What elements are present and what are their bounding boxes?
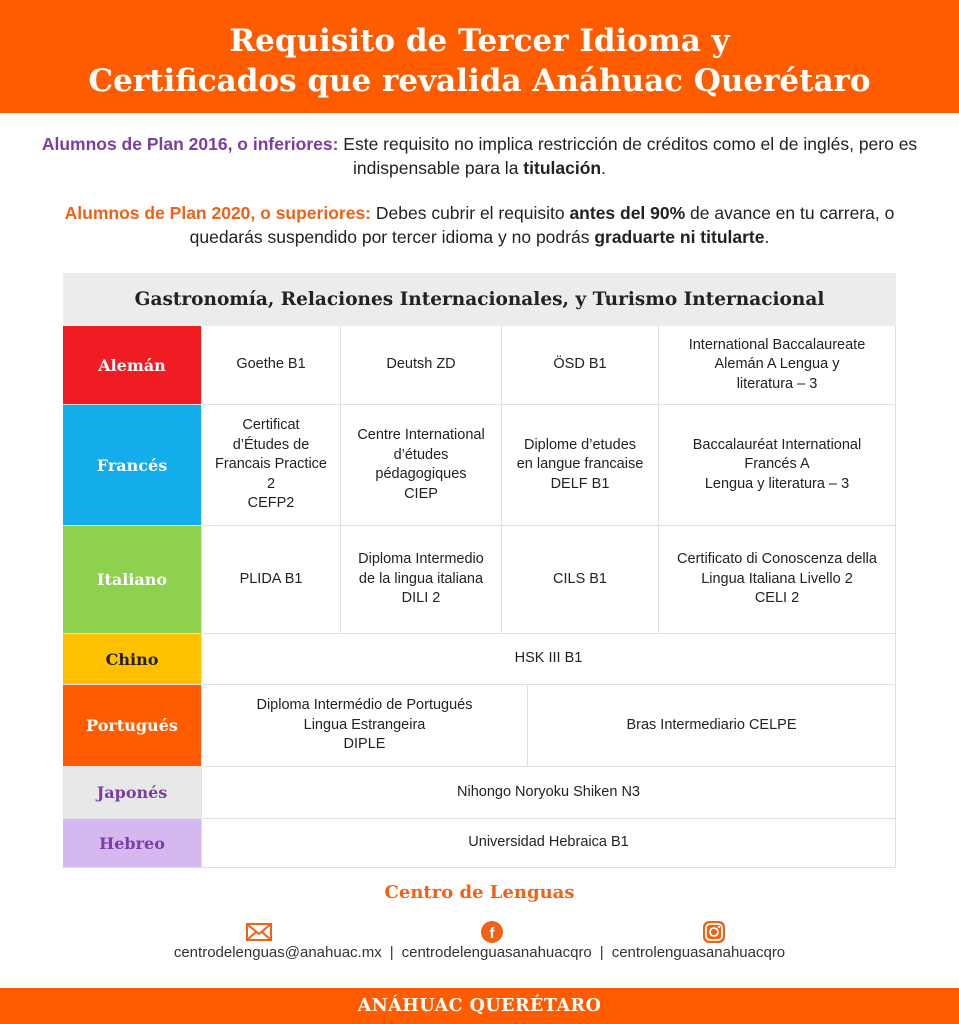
cert-text: Nihongo Noryoku Shiken N3 xyxy=(457,783,640,800)
language-label-italiano: Italiano xyxy=(63,526,201,633)
plan-2020-label: Alumnos de Plan 2020, o superiores: xyxy=(64,203,372,223)
cert-cell xyxy=(201,685,527,766)
cert-text: Universidad Hebraica B1 xyxy=(468,834,629,851)
intro-plan-2020 xyxy=(40,201,919,249)
table-row-portugues xyxy=(63,685,896,767)
cert-text: Certificat d’Études de Francais Practice 2 CEFP2 xyxy=(214,417,327,512)
facebook-link[interactable]: centrodelenguasanahuacqro xyxy=(401,944,592,961)
intro-plan-2016 xyxy=(40,132,919,180)
bottom-bar: ANÁHUAC QUERÉTARO xyxy=(0,988,959,1024)
table-title: Gastronomía, Relaciones Internacionales, y Turismo Internacional xyxy=(63,273,896,326)
cert-text: PLIDA B1 xyxy=(239,570,303,587)
cert-cell xyxy=(340,526,501,633)
svg-text:f: f xyxy=(489,925,495,942)
cert-cell xyxy=(501,526,658,633)
language-label-chino: Chino xyxy=(63,634,201,684)
email-link[interactable]: centrodelenguas@anahuac.mx xyxy=(173,944,382,961)
table-row-frances xyxy=(63,405,896,526)
header-banner xyxy=(0,0,959,113)
facebook-icon[interactable] xyxy=(478,920,506,944)
table-row-japones xyxy=(63,767,896,819)
cert-cell xyxy=(201,405,340,525)
cert-text: Certificato di Conoscenza della Lingua Italiana Livello 2 CELI 2 xyxy=(677,551,877,607)
mail-icon xyxy=(245,920,273,944)
cert-text: International Baccalaureate Alemán A Lengua y literatura – 3 xyxy=(688,336,866,392)
cert-cell xyxy=(501,326,658,404)
cert-cell xyxy=(658,326,896,404)
cert-cell xyxy=(201,326,340,404)
language-label-portugues: Portugués xyxy=(63,685,201,766)
language-label-frances: Francés xyxy=(63,405,201,525)
cert-cell xyxy=(527,685,896,766)
cert-text: Centre International d’études pédagogiques CIEP xyxy=(357,427,485,502)
instagram-link[interactable]: centrolenguasanahuacqro xyxy=(611,944,786,961)
cert-cell xyxy=(340,326,501,404)
cert-text: HSK III B1 xyxy=(514,650,583,667)
table-row-aleman xyxy=(63,326,896,405)
instagram-icon[interactable] xyxy=(700,920,728,944)
cert-text: Baccalauréat International Francés A Lengua y literatura – 3 xyxy=(692,436,862,492)
language-label-japones: Japonés xyxy=(63,767,201,818)
language-label-hebreo: Hebreo xyxy=(63,819,201,867)
table-row-hebreo xyxy=(63,819,896,868)
page-title-line1: Requisito de Tercer Idioma y xyxy=(229,23,730,59)
cert-text: Diploma Intermedio de la lingua italiana DILI 2 xyxy=(358,551,484,607)
cert-text: CILS B1 xyxy=(553,570,607,587)
plan-2020-text-c: . xyxy=(764,227,770,247)
cert-cell xyxy=(201,526,340,633)
cert-text: Bras Intermediario CELPE xyxy=(626,716,797,733)
cert-cell xyxy=(658,526,896,633)
plan-2016-text-a: Este requisito no implica restricción de créditos como el de inglés, pero es indispensable para la xyxy=(338,134,918,178)
cert-text: Goethe B1 xyxy=(236,356,306,373)
cert-cell xyxy=(201,767,896,818)
table-row-italiano xyxy=(63,526,896,634)
plan-2020-text-b: de avance en tu carrera, o quedarás suspendido por tercer idioma y no podrás xyxy=(189,203,895,247)
cert-text: Deutsh ZD xyxy=(386,356,456,373)
cert-cell xyxy=(201,819,896,867)
footer-title: Centro de Lenguas xyxy=(384,882,575,903)
plan-2020-text-a: Debes cubrir el requisito xyxy=(371,203,570,223)
plan-2016-label: Alumnos de Plan 2016, o inferiores: xyxy=(41,134,339,154)
separator: | xyxy=(389,944,394,961)
cert-cell xyxy=(201,634,896,684)
plan-2016-bold: titulación xyxy=(523,158,602,178)
cert-text: ÖSD B1 xyxy=(553,356,607,373)
separator: | xyxy=(599,944,604,961)
cert-cell xyxy=(658,405,896,525)
cert-text: Diplome d’etudes en langue francaise DELF B1 xyxy=(516,436,644,492)
language-label-aleman: Alemán xyxy=(63,326,201,404)
table-row-chino xyxy=(63,634,896,685)
cert-cell xyxy=(501,405,658,525)
certificates-table xyxy=(63,273,896,868)
plan-2020-bold-a: antes del 90% xyxy=(569,203,686,223)
page-title-line2: Certificados que revalida Anáhuac Querétaro xyxy=(88,63,871,99)
cert-text: Diploma Intermédio de Portugués Lingua Estrangeira DIPLE xyxy=(256,697,473,753)
plan-2020-bold-b: graduarte ni titularte xyxy=(594,227,765,247)
plan-2016-text-b: . xyxy=(601,158,606,178)
cert-cell xyxy=(340,405,501,525)
contact-line xyxy=(0,944,959,961)
